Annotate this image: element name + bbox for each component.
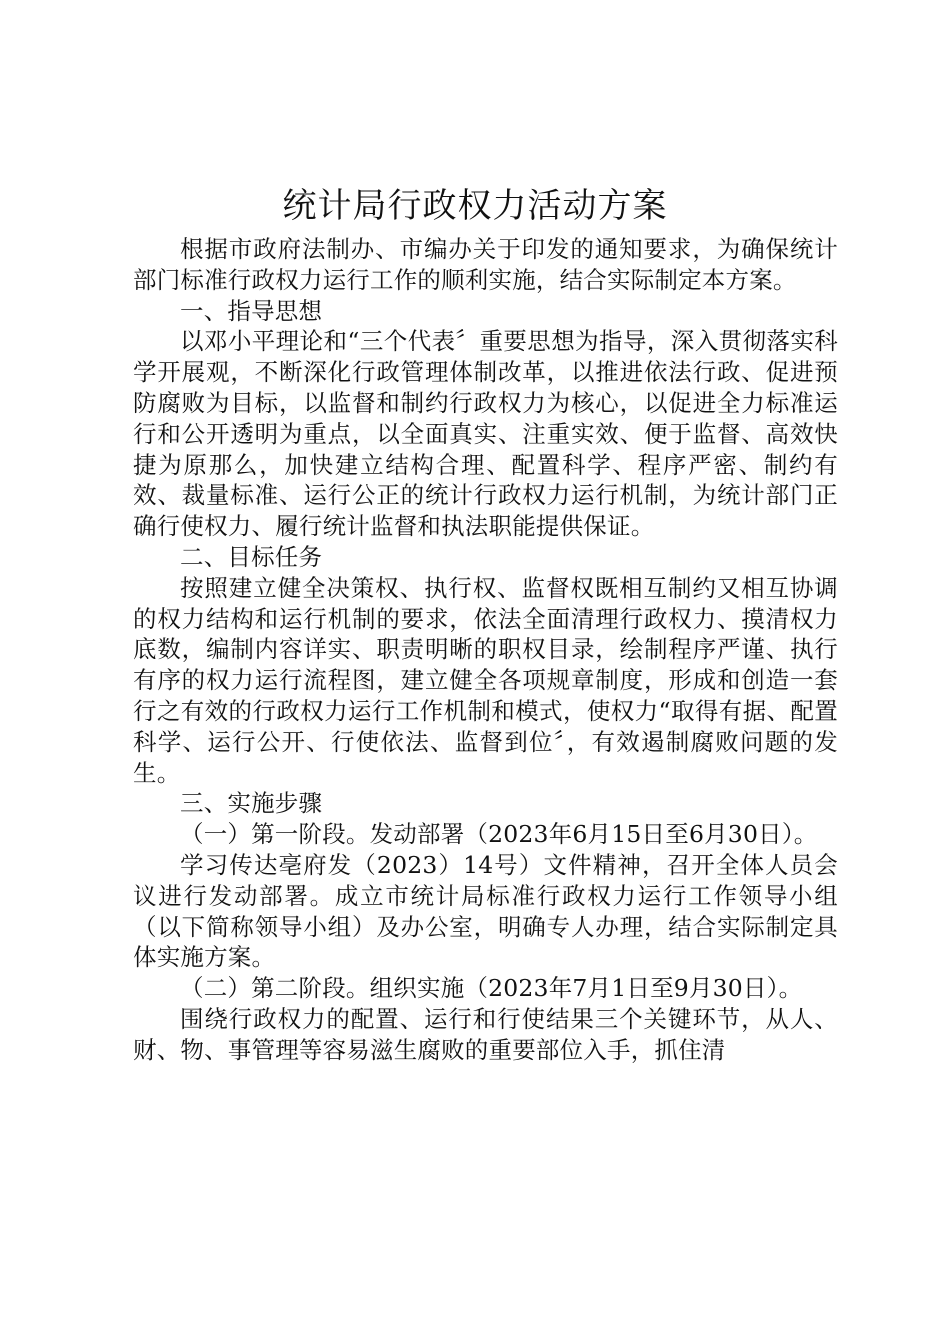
stage-one-paragraph: 学习传达亳府发（2023）14号）文件精神，召开全体人员会议进行发动部署。成立市统计局标准行政权力运行工作领导小组（以下简称领导小组）及办公室，明确专人办理，结合实际制定具体实施方案。 — [133, 850, 838, 972]
section-heading-guiding-ideology: 一、指导思想 — [180, 296, 323, 325]
goals-paragraph: 按照建立健全决策权、执行权、监督权既相互制约又相互协调的权力结构和运行机制的要求，依法全面清理行政权力、摸清权力底数，编制内容详实、职责明晰的职权目录，绘制程序严谨、执行有序的权力运行流程图，建立健全各项规章制度，形成和创造一套行之有效的行政权力运行工作机制和模式，使权力“取得有据、配置科学、运行公开、行使依法、监督到位〞，有效遏制腐败问题的发生。 — [133, 573, 838, 787]
document-body — [133, 234, 838, 1066]
guiding-ideology-paragraph: 以邓小平理论和“三个代表〞重要思想为指导，深入贯彻落实科学开展观，不断深化行政管理体制改革，以推进依法行政、促进预防腐败为目标，以监督和制约行政权力为核心，以促进全力标准运行和公开透明为重点，以全面真实、注重实效、便于监督、高效快捷为原那么，加快建立结构合理、配置科学、程序严密、制约有效、裁量标准、运行公正的统计行政权力运行机制，为统计部门正确行使权力、履行统计监督和执法职能提供保证。 — [133, 327, 838, 541]
stage-one-heading: （一）第一阶段。发动部署（2023年6月15日至6月30日）。 — [180, 820, 818, 849]
section-heading-goals: 二、目标任务 — [180, 542, 323, 571]
stage-two-paragraph: 围绕行政权力的配置、运行和行使结果三个关键环节，从人、财、物、事管理等容易滋生腐败的重要部位入手，抓住清 — [133, 1004, 838, 1064]
stage-two-heading: （二）第二阶段。组织实施（2023年7月1日至9月30日）。 — [180, 974, 803, 1003]
document-title: 统计局行政权力活动方案 — [282, 186, 668, 226]
intro-paragraph: 根据市政府法制办、市编办关于印发的通知要求，为确保统计部门标准行政权力运行工作的顺利实施，结合实际制定本方案。 — [133, 235, 838, 294]
section-heading-steps: 三、实施步骤 — [180, 789, 323, 818]
